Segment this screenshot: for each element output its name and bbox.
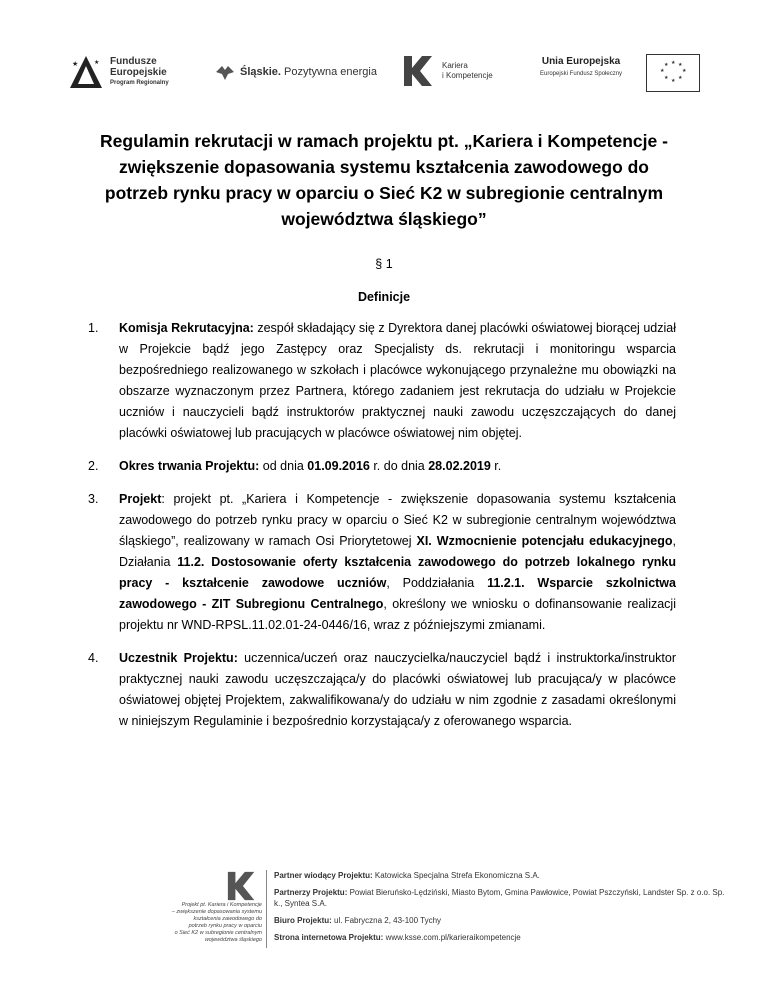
footer-left-line: kształcenia zawodowego do [193,916,262,922]
ue-title: Unia Europejska [541,56,621,67]
definition-item [88,489,676,636]
end-date: 28.02.2019 [428,459,491,473]
kk-line1: Kariera [442,61,468,70]
footer-web [274,932,734,943]
section-name: Definicje [357,290,411,304]
footer-label: Partner wiodący Projektu: [274,871,373,880]
footer-office [274,915,734,926]
section-number: § 1 [375,257,393,271]
ue-logo [540,56,622,77]
footer-value: Katowicka Specjalna Strefa Ekonomiczna S.A. [372,871,540,880]
document-title: Regulamin rekrutacji w ramach projektu pt. „Kariera i Kompetencje - zwiększenie dopasowania systemu kształcenia zawodowego do potrzeb rynku pracy w oparciu o Sieć K2 w subregionie centralnym województwa śląskiego” [100,131,668,229]
item-number: 4. [88,651,99,665]
definition-text: r. do dnia [369,459,429,473]
kk-line2: i Kompetencje [442,71,493,80]
footer-left-line: województwa śląskiego [204,937,262,943]
definition-item [88,648,676,732]
footer-label: Partnerzy Projektu: [274,888,348,897]
item-number: 2. [88,459,99,473]
eu-flag-icon [646,54,700,92]
footer-value: ul. Fabryczna 2, 43-100 Tychy [331,916,442,925]
definition-term: Komisja Rekrutacyjna: [119,321,254,335]
footer-label: Strona internetowa Projektu: [274,933,384,942]
item-number: 3. [88,492,99,506]
footer-left-line: o Sieć K2 w subregionie centralnym [174,930,262,936]
footer-value: Powiat Bieruńsko-Lędziński, Miasto Bytom, Gmina Pawłowice, Powiat Pszczyński, Landster Sp. z o.o. Sp. k., Syntea S.A. [274,888,725,908]
definitions-list [88,318,676,744]
slaskie-text: Pozytywna energia [284,66,377,78]
fe-line1: Fundusze [110,55,157,67]
definition-text: uczennica/uczeń oraz nauczycielka/nauczyciel bądź i instruktorka/instruktor praktycznej nauki zawodu uczęszczająca/y do placówki oświatowej lub pracująca/y w placówce oświatowej objętej Projektem, zakwalifikowana/y do udziału w nim zgodnie z zasadami określonymi w niniejszym Regulaminie i bezpośrednio korzystająca/y z oferowanego wsparcia. [119,651,676,728]
kk-logo-icon [402,54,436,88]
svg-text:★: ★ [678,62,683,68]
submeasure: 11.2.1. Wsparcie szkolnictwa zawodowego - ZIT Subregionu Centralnego [119,576,676,611]
ue-subtitle: Europejski Fundusz Społeczny [540,71,623,77]
slaskie-logo [214,62,377,82]
slaskie-bold: Śląskie. [240,66,281,78]
svg-text:★: ★ [72,61,79,68]
svg-text:★: ★ [94,60,100,66]
footer-label: Biuro Projektu: [274,916,332,925]
definition-item [88,318,676,444]
item-number: 1. [88,321,99,335]
footer-info [274,870,734,949]
footer-partner [274,870,734,881]
svg-text:★: ★ [671,78,676,84]
definition-term: Okres trwania Projektu: [119,459,260,473]
kk-footer-logo-icon [226,870,258,902]
definition-text: , określony we wniosku o dofinansowanie realizacji projektu nr WND-RPSL.11.02.01-24-0446/16, wraz z późniejszymi zmianami. [119,597,676,632]
footer-partners [274,887,734,909]
fe-line2: Europejskie [110,66,167,78]
footer-left-line: – zwiększenie dopasowania systemu [171,909,262,915]
svg-text:★: ★ [671,60,676,66]
start-date: 01.09.2016 [307,459,370,473]
kariera-kompetencje-logo [402,54,493,88]
definition-text: r. [490,459,502,473]
header-logos [66,52,706,96]
page-footer [0,870,768,960]
definition-item [88,456,676,477]
definition-term: Uczestnik Projektu: [119,651,238,665]
definition-text: , Poddziałania [386,576,488,590]
svg-text:★: ★ [682,68,687,74]
svg-text:★: ★ [678,75,683,81]
definition-text: : projekt pt. „Kariera i Kompetencje - zwiększenie dopasowania systemu kształcenia zawodowego do potrzeb rynku pracy w oparciu o Sieć K2 w subregionie centralnym województwa śląskiego”, realizowany w ramach Osi Priorytetowej [119,492,676,548]
footer-divider [266,870,267,948]
definition-term: Projekt [119,492,162,506]
measure: 11.2. Dostosowanie oferty kształcenia zawodowego do potrzeb lokalnego rynku pracy - kształcenie zawodowe uczniów [119,555,676,590]
footer-value: www.ksse.com.pl/karieraikompetencje [383,933,521,942]
fe-line3: Program Regionalny [110,79,169,86]
svg-text:★: ★ [664,75,669,81]
fundusze-europejskie-icon [66,52,106,92]
svg-text:★: ★ [664,62,669,68]
footer-left-line: Projekt pt. Kariera i Kompetencje [181,902,262,908]
fundusze-europejskie-logo [66,52,169,92]
priority-axis: XI. Wzmocnienie potencjału edukacyjnego [416,534,673,548]
definition-text: od dnia [259,459,308,473]
slaskie-eagle-icon [214,62,236,82]
definition-text: zespół składający się z Dyrektora danej placówki oświatowej biorącej udział w Projekcie bądź jego Zastępcy oraz Specjalisty ds. rekrutacji i monitoringu wsparcia bezpośredniego realizowanego w szkołach i placówce wykonującego przynależne mu obowiązki na obszarze wyznaczonym przez Partnera, którego zadaniem jest rekrutacja do udziału w Projekcie uczniów i nauczycieli bądź instruktorów praktycznej nauki zawodu uczęszczających do danej placówki oświatowej lub pracujących w placówce oświatowej nim objętej. [119,321,676,440]
footer-left-line: potrzeb rynku pracy w oparciu [188,923,262,929]
footer-project-name [136,902,262,944]
definition-text: , Działania [119,534,676,569]
svg-text:★: ★ [660,68,665,74]
